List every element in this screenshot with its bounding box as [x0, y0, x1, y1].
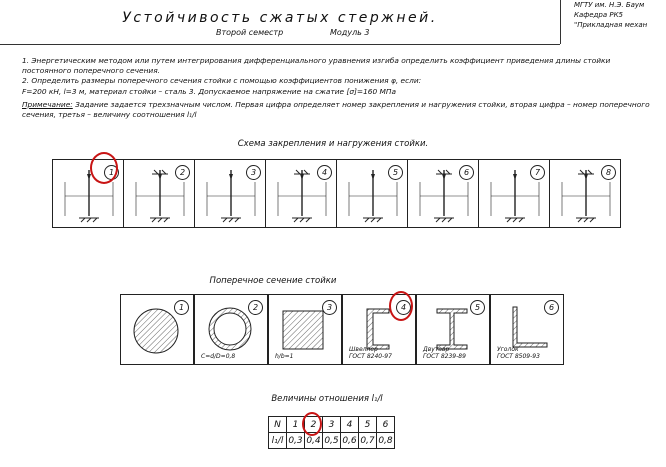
- scheme-number: 4: [317, 165, 332, 180]
- task-item-2: 2. Определить размеры поперечного сечения стойки с помощью коэффициентов понижения φ, если:: [22, 76, 422, 86]
- ratio-table: [268, 416, 395, 449]
- section-number: 6: [544, 300, 559, 315]
- section-number: 5: [470, 300, 485, 315]
- scheme-number: 8: [601, 165, 616, 180]
- ratio-title: Величины отношения l₁/l: [271, 394, 383, 404]
- selected-scheme-mark: [90, 152, 118, 184]
- scheme-number: 1: [104, 165, 119, 180]
- section-number: 1: [174, 300, 189, 315]
- ratio-n-cell: 6: [377, 417, 395, 433]
- note-label: Примечание:: [22, 99, 73, 109]
- scheme-number: 2: [175, 165, 190, 180]
- organization-block: [574, 0, 666, 30]
- header-divider: [560, 0, 561, 44]
- section-number: 2: [248, 300, 263, 315]
- ratio-n-cell: 2: [305, 417, 323, 433]
- ratio-v-cell: 0,7: [359, 433, 377, 449]
- org-line: Кафедра РК5: [574, 11, 623, 19]
- task-text: [22, 56, 657, 120]
- section-title: Поперечное сечение стойки: [209, 276, 337, 286]
- task-item-1: 1. Энергетическим методом или путем интегрирования дифференциального уравнения изгиба определить коэффициент приведения длины стойки постоянного поперечного сечения.: [22, 56, 611, 76]
- ratio-n-cell: 3: [323, 417, 341, 433]
- scheme-number: 7: [530, 165, 545, 180]
- ratio-n-cell: 4: [341, 417, 359, 433]
- ratio-head-v: l₁/l: [269, 433, 287, 449]
- scheme-cell: [123, 159, 195, 228]
- section-cell: [194, 294, 268, 365]
- ratio-head-n: N: [269, 417, 287, 433]
- task-params: F=200 кН, l=3 м, материал стойки – сталь 3. Допускаемое напряжение на сжатие [σ]=160 МПа: [22, 86, 397, 96]
- scheme-cell: [265, 159, 337, 228]
- ratio-v-cell: 0,3: [287, 433, 305, 449]
- ratio-row-n: [269, 417, 395, 433]
- ratio-n-cell: 1: [287, 417, 305, 433]
- section-cell: [416, 294, 490, 365]
- ratio-v-cell: 0,4: [305, 433, 323, 449]
- section-cell: [268, 294, 342, 365]
- scheme-cell: [549, 159, 621, 228]
- selected-ratio-mark: [302, 412, 322, 436]
- ratio-n-cell: 5: [359, 417, 377, 433]
- scheme-number: 5: [388, 165, 403, 180]
- scheme-cell: [407, 159, 479, 228]
- ratio-v-cell: 0,5: [323, 433, 341, 449]
- scheme-cell: [336, 159, 408, 228]
- org-line: МГТУ им. Н.Э. Баум: [574, 1, 645, 9]
- section-number: 4: [396, 300, 411, 315]
- org-line: "Прикладная механ: [574, 21, 648, 29]
- section-label: h/b=1: [275, 353, 294, 360]
- ratio-row-v: [269, 433, 395, 449]
- section-label: Двутавр ГОСТ 8239-89: [423, 346, 466, 360]
- scheme-cell: [478, 159, 550, 228]
- module-label: Модуль 3: [330, 28, 370, 37]
- section-label: Швеллер ГОСТ 8240-97: [349, 346, 392, 360]
- scheme-title: Схема закрепления и нагружения стойки.: [237, 139, 429, 149]
- section-label: Уголок ГОСТ 8509-93: [497, 346, 540, 360]
- scheme-cell: [194, 159, 266, 228]
- selected-section-mark: [389, 291, 413, 321]
- scheme-number: 3: [246, 165, 261, 180]
- scheme-number: 6: [459, 165, 474, 180]
- section-cell: [490, 294, 564, 365]
- section-cell: [120, 294, 194, 365]
- page-title: Устойчивость сжатых стержней.: [122, 10, 438, 26]
- note-text: Задание задается трехзначным числом. Первая цифра определяет номер закрепления и нагружения стойки, вторая цифра – номер поперечного сечения, третья – величину соотношения l₁/l: [22, 99, 650, 120]
- ratio-v-cell: 0,8: [377, 433, 395, 449]
- section-label: C=d/D=0,8: [201, 353, 236, 360]
- section-number: 3: [322, 300, 337, 315]
- semester-label: Второй семестр: [216, 28, 284, 37]
- ratio-v-cell: 0,6: [341, 433, 359, 449]
